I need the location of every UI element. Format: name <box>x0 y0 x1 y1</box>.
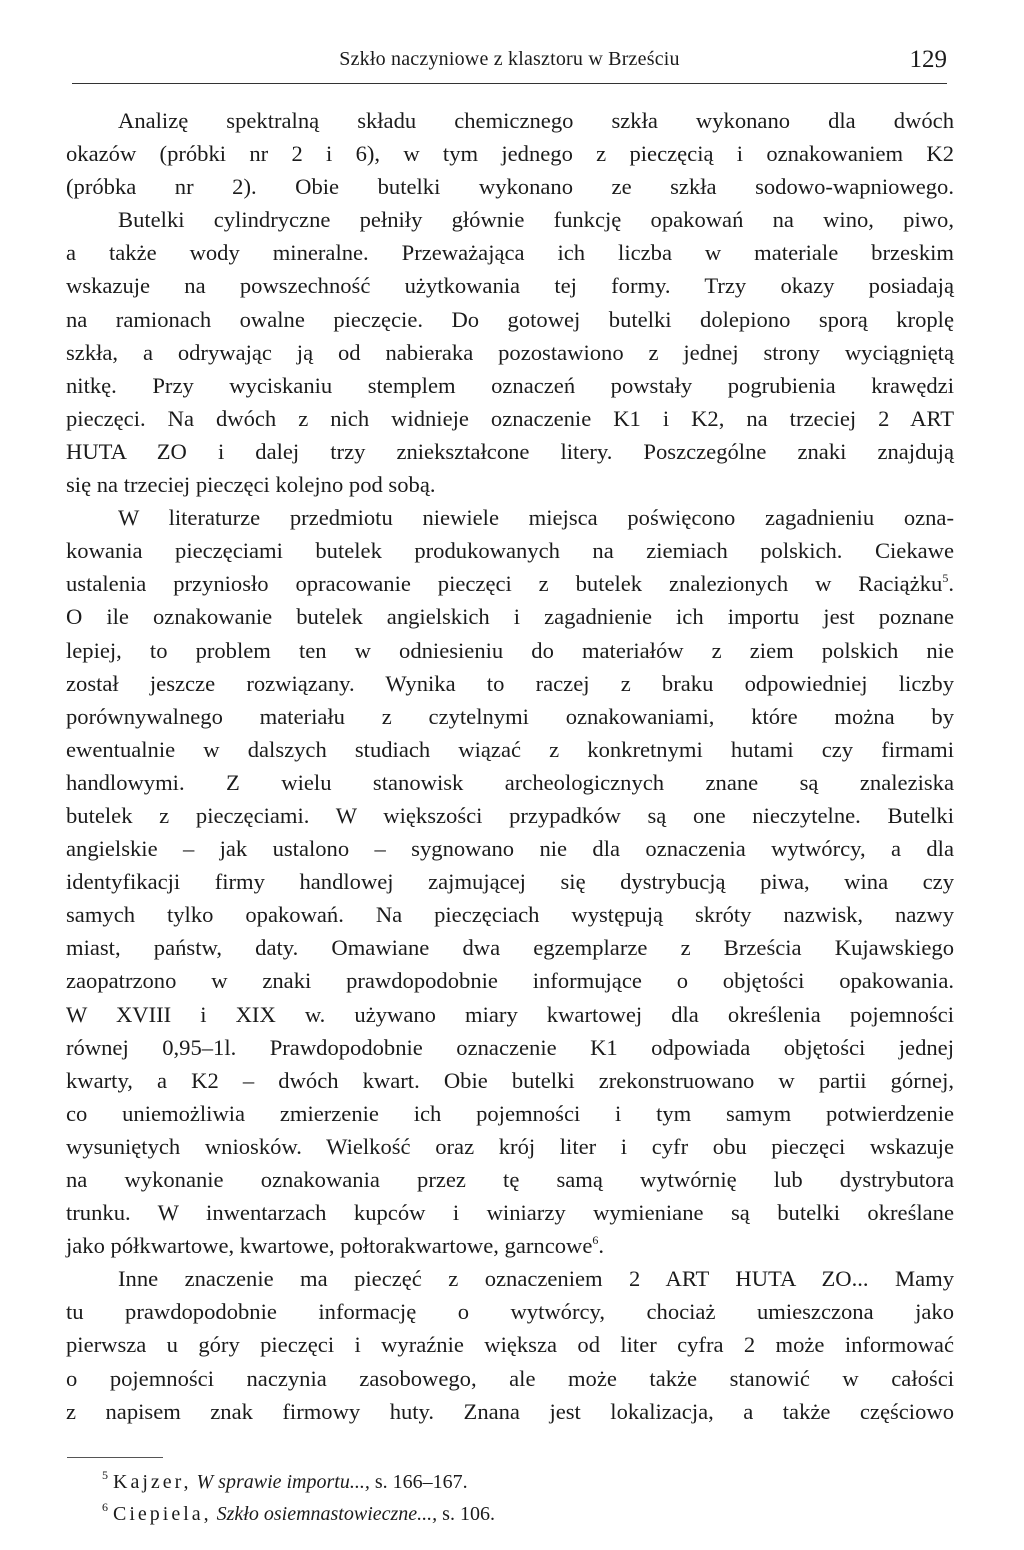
text-line: z napisem znak firmowy huty. Znana jest lokalizacja, a także częściowo <box>66 1398 954 1424</box>
text-line: nitkę. Przy wyciskaniu stemplem oznaczeń powstały pogrubienia krawędzi <box>66 372 954 398</box>
text-line: angielskie – jak ustalono – sygnowano nie dla oznaczenia wytwórcy, a dla <box>66 836 954 862</box>
text-line: a także wody mineralne. Przeważająca ich liczba w materiale brzeskim <box>66 240 954 266</box>
text-line: O ile oznakowanie butelek angielskich i zagadnienie ich importu jest poznane <box>66 604 954 630</box>
text-line: lepiej, to problem ten w odniesieniu do materiałów z ziem polskich nie <box>66 637 954 663</box>
text-line: wskazuje na powszechność użytkowania tej formy. Trzy okazy posiadają <box>66 273 954 299</box>
footnote-title: W sprawie importu..., <box>196 1471 370 1493</box>
text-line: na ramionach owalne pieczęcie. Do gotowej butelki dolepiono sporą kroplę <box>66 306 954 332</box>
footnote-author: Kajzer, <box>113 1471 192 1493</box>
text-line: wysuniętych wniosków. Wielkość oraz krój liter i cyfr obu pieczęci wskazuje <box>66 1133 954 1159</box>
text-line: Inne znaczenie ma pieczęć z oznaczeniem 2 ART HUTA ZO... Mamy <box>118 1266 954 1292</box>
text-line: (próbka nr 2). Obie butelki wykonano ze szkła sodowo-wapniowego. <box>66 174 954 200</box>
footnote-pages: s. 106. <box>442 1503 495 1525</box>
text-line: Butelki cylindryczne pełniły głównie funkcję opakowań na wino, piwo, <box>118 207 954 233</box>
running-title: Szkło naczyniowe z klasztoru w Brześciu <box>339 48 680 70</box>
text-line: trunku. W inwentarzach kupców i winiarzy wymieniane są butelki określane <box>66 1200 954 1226</box>
footnote-author: Ciepiela, <box>113 1503 212 1525</box>
text-line: ewentualnie w dalszych studiach wiązać z konkretnymi hutami czy firmami <box>66 736 954 762</box>
text-line: się na trzeciej pieczęci kolejno pod sobą. <box>66 472 436 498</box>
running-head <box>72 46 947 76</box>
text-line: kwarty, a K2 – dwóch kwart. Obie butelki zrekonstruowano w partii górnej, <box>66 1067 954 1093</box>
body-text <box>66 104 954 1428</box>
text-line: miast, państw, daty. Omawiane dwa egzemplarze z Brześcia Kujawskiego <box>66 935 954 961</box>
footnote <box>102 1498 495 1530</box>
header-rule <box>72 83 947 84</box>
footnotes <box>102 1466 495 1530</box>
text-line: butelek z pieczęciami. W większości przypadków są one nieczytelne. Butelki <box>66 802 954 828</box>
text-line: na wykonanie oznakowania przez tę samą wytwórnię lub dystrybutora <box>66 1167 954 1192</box>
footnote-ref: 5 <box>942 571 949 586</box>
text-line: o pojemności naczynia zasobowego, ale może także stanowić w całości <box>66 1365 954 1391</box>
footnote-pages: s. 166–167. <box>374 1471 468 1493</box>
footnote-number: 5 <box>102 1468 108 1482</box>
text-line: identyfikacji firmy handlowej zajmującej się dystrybucją piwa, wina czy <box>66 869 954 895</box>
footnote-rule <box>67 1457 163 1458</box>
text-line: porównywalnego materiału z czytelnymi oznakowaniami, które można by <box>66 703 954 729</box>
text-line: zaopatrzono w znaki prawdopodobnie informujące o objętości opakowania. <box>66 968 954 994</box>
text-line: W literaturze przedmiotu niewiele miejsca poświęcono zagadnieniu ozna- <box>118 505 954 531</box>
text-line: HUTA ZO i dalej trzy zniekształcone litery. Poszczególne znaki znajdują <box>66 438 954 464</box>
text-line: szkła, a odrywając ją od nabieraka pozostawiono z jednej strony wyciągniętą <box>66 339 954 365</box>
text-line: tu prawdopodobnie informację o wytwórcy, chociaż umieszczona jako <box>66 1299 954 1325</box>
text-line: W XVIII i XIX w. używano miary kwartowej dla określenia pojemności <box>66 1001 954 1027</box>
text-line: kowania pieczęciami butelek produkowanych na ziemiach polskich. Ciekawe <box>66 538 954 564</box>
page-number: 129 <box>909 46 947 73</box>
text-line: handlowymi. Z wielu stanowisk archeologicznych znane są znaleziska <box>66 769 954 795</box>
footnote-ref: 6 <box>592 1233 599 1248</box>
text-line: co uniemożliwia zmierzenie ich pojemności i tym samym potwierdzenie <box>66 1100 954 1126</box>
footnote <box>102 1466 495 1498</box>
text-line: pieczęci. Na dwóch z nich widnieje oznaczenie K1 i K2, na trzeciej 2 ART <box>66 405 954 431</box>
text-line: pierwsza u góry pieczęci i wyraźnie większa od liter cyfra 2 może informować <box>66 1332 954 1358</box>
footnote-number: 6 <box>102 1500 108 1514</box>
text-line: okazów (próbki nr 2 i 6), w tym jednego z pieczęcią i oznakowaniem K2 <box>66 141 954 167</box>
text-line: został jeszcze rozwiązany. Wynika to raczej z braku odpowiedniej liczby <box>66 670 954 696</box>
text-line-with-footnote: jako półkwartowe, kwartowe, połtorakwartowe, garncowe$^6$. <box>66 1233 605 1259</box>
text-line: równej 0,95–1l. Prawdopodobnie oznaczenie K1 odpowiada objętości jednej <box>66 1034 954 1060</box>
text-line-content: jako półkwartowe, kwartowe, połtorakwartowe, garncowe <box>66 1233 593 1259</box>
text-line: samych tylko opakowań. Na pieczęciach występują skróty nazwisk, nazwy <box>66 902 954 928</box>
text-line-content: ustalenia przyniosło opracowanie pieczęci z butelek znalezionych w Raciążku <box>66 571 943 597</box>
text-line: Analizę spektralną składu chemicznego szkła wykonano dla dwóch <box>118 108 954 133</box>
text-line-with-footnote: ustalenia przyniosło opracowanie pieczęci z butelek znalezionych w Raciążku$^5$. <box>66 571 954 597</box>
footnote-title: Szkło osiemnastowieczne..., <box>216 1503 438 1525</box>
